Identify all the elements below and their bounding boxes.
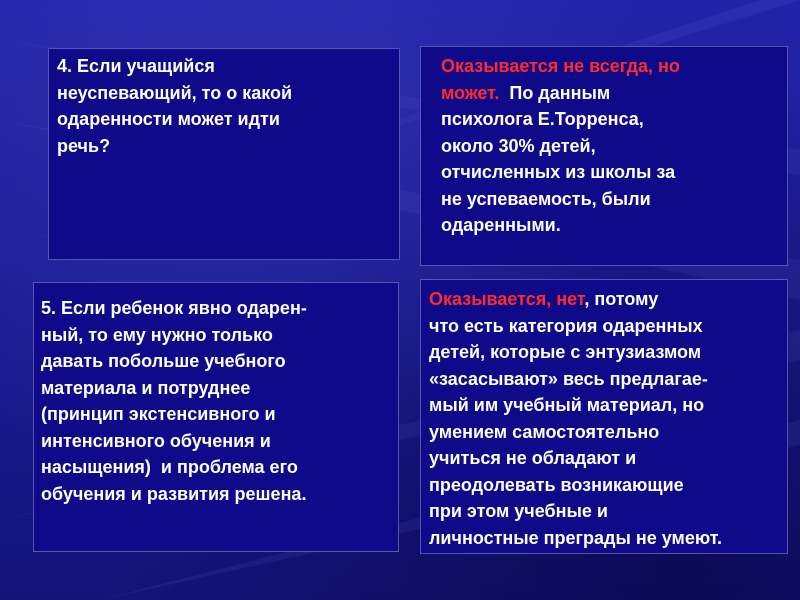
answer-4-box (420, 46, 788, 266)
text-line: неуспевающий, то о какой (57, 82, 293, 103)
text-line: давать побольше учебного (41, 351, 286, 371)
question-4-box (48, 48, 400, 260)
text-run: психолога Е.Торренса, (441, 109, 644, 129)
text-run: около 30% детей, (441, 135, 596, 156)
text-line: материала и потруднее (41, 377, 251, 398)
text-run: одаренными. (441, 215, 561, 235)
text-run: при этом учебные и (429, 501, 608, 521)
text-run: детей, которые с энтузиазмом (429, 342, 702, 362)
text-line: 4. Если учащийся (57, 56, 215, 76)
text-line (429, 286, 722, 313)
text-line (429, 498, 722, 525)
question-4-text (57, 53, 292, 159)
text-run: мый им учебный материал, но (429, 395, 705, 415)
text-run: может. (441, 82, 500, 103)
text-run: Оказывается, нет (429, 289, 585, 309)
text-line: речь? (57, 135, 111, 156)
text-line (429, 339, 722, 366)
text-line: обучения и развития решена. (41, 483, 307, 504)
text-line: интенсивного обучения и (41, 430, 271, 451)
text-line: 5. Если ребенок явно одарен- (41, 298, 307, 318)
text-run: что есть категория одаренных (429, 315, 703, 336)
text-line: насыщения) и проблема его (41, 457, 298, 477)
text-run: учиться не обладают и (429, 448, 637, 468)
answer-4-text (441, 53, 680, 239)
text-line (429, 392, 722, 419)
text-line (429, 313, 722, 340)
text-line (429, 472, 722, 499)
text-run: Оказывается не всегда, но (441, 56, 680, 76)
text-line (441, 53, 680, 80)
text-run: умением самостоятельно (429, 421, 660, 442)
text-line (441, 186, 680, 213)
question-5-box (33, 282, 399, 552)
answer-5-box (420, 279, 788, 554)
text-line (441, 133, 680, 160)
text-run: преодолевать возникающие (429, 474, 684, 495)
text-line (429, 525, 722, 552)
text-line: (принцип экстенсивного и (41, 404, 276, 424)
text-run: не успеваемость, были (441, 188, 651, 209)
text-line (441, 106, 680, 133)
text-line (429, 366, 722, 393)
text-run: , потому (584, 289, 659, 309)
text-line (429, 445, 722, 472)
text-line (441, 212, 680, 239)
answer-5-text (429, 286, 722, 551)
text-line (441, 80, 680, 107)
text-run: «засасывают» весь предлагае- (429, 368, 708, 389)
question-5-text (41, 295, 307, 507)
text-run: По данным (499, 82, 611, 103)
text-run: личностные преграды не умеют. (429, 527, 722, 548)
text-line (441, 159, 680, 186)
text-line: одаренности может идти (57, 109, 280, 129)
text-run: отчисленных из школы за (441, 162, 676, 182)
text-line: ный, то ему нужно только (41, 324, 273, 345)
text-line (429, 419, 722, 446)
